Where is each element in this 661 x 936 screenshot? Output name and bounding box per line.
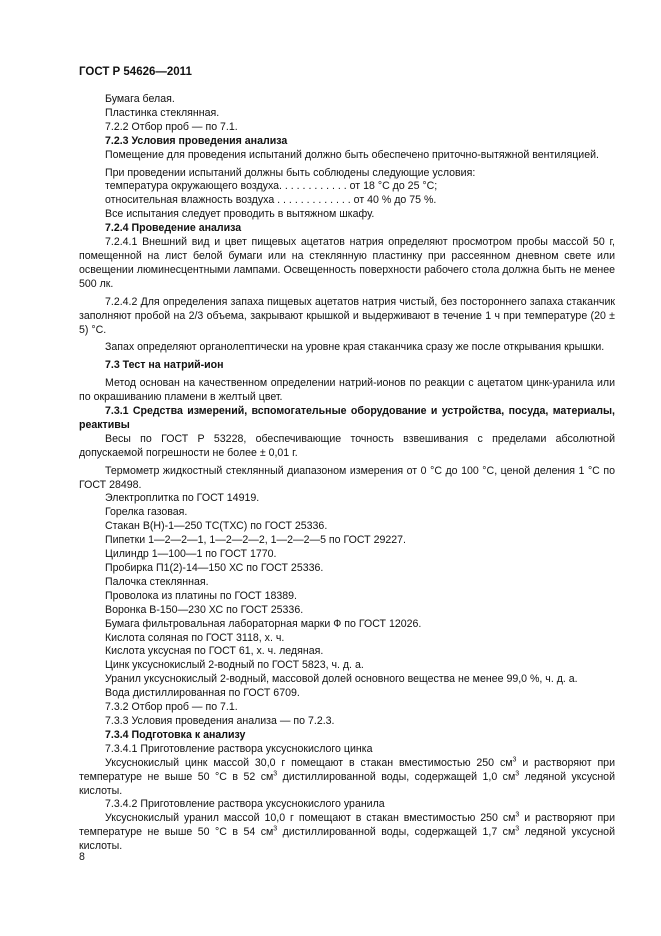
text-line: Бумага белая.	[105, 93, 175, 105]
text-run: и растворяют при температуре не выше 50 °С в 54 см	[79, 812, 615, 839]
section-heading: 7.3 Тест на натрий-ион	[105, 359, 224, 372]
paragraph: 7.2.4.2 Для определения запаха пищевых ацетатов натрия чистый, без постороннего запаха стаканчик заполняют пробой на 2/3 объема, закрывают крышкой и выдерживают в течение 1 ч при температуре (20 ± 5) °С.	[79, 295, 615, 336]
superscript: 3	[515, 770, 520, 778]
condition-line: температура окружающего воздуха. . . . . . . . . . . . от 18 °С до 25 °С;	[105, 180, 438, 193]
superscript: 3	[512, 756, 517, 764]
paragraph	[79, 757, 615, 799]
section-heading: 7.3.4 Подготовка к анализу	[105, 728, 246, 741]
list-item: Вода дистиллированная по ГОСТ 6709.	[105, 687, 300, 700]
list-item: Цинк уксуснокислый 2-водный по ГОСТ 5823, ч. д. а.	[105, 659, 364, 672]
list-item: Проволока из платины по ГОСТ 18389.	[105, 589, 298, 602]
section-heading: 7.2.3 Условия проведения анализа	[105, 134, 288, 147]
page-number: 8	[79, 851, 85, 863]
paragraph: 7.2.4.1 Внешний вид и цвет пищевых ацетатов натрия определяют просмотром пробы массой 50 г, помещенной на лист белой бумаги или на стеклянную пластинку при рассеянном дневном свете или освещении люминесцентными лампами. Освещенность поверхности рабочего стола должна быть не менее 500 лк.	[79, 236, 615, 290]
list-item: Кислота соляная по ГОСТ 3118, х. ч.	[105, 631, 285, 644]
list-item: Горелка газовая.	[105, 506, 188, 519]
list-item: Электроплитка по ГОСТ 14919.	[105, 492, 260, 505]
text-run: дистиллированной воды, содержащей 1,0 см	[277, 770, 516, 783]
list-item: Уранил уксуснокислый 2-водный, массовой долей основного вещества не менее 99,0 %, ч. д. а.	[105, 673, 578, 686]
paragraph: Запах определяют органолептически на уровне края стаканчика сразу же после открывания крышки.	[105, 341, 605, 354]
text-line: Пластинка стеклянная.	[105, 106, 220, 119]
paragraph: Весы по ГОСТ Р 53228, обеспечивающие точность взвешивания с пределами абсолютной допускаемой погрешности не более ± 0,01 г.	[79, 432, 615, 459]
superscript: 3	[515, 811, 520, 819]
section-heading: 7.2.4 Проведение анализа	[105, 222, 242, 235]
document-header: ГОСТ Р 54626—2011	[79, 66, 192, 78]
paragraph	[79, 812, 615, 854]
text-run: Уксуснокислый цинк массой 30,0 г помещают в стакан вместимостью 250 см	[105, 756, 513, 769]
text-line: 7.2.2 Отбор проб — по 7.1.	[105, 120, 238, 133]
list-item: Воронка В-150—230 ХС по ГОСТ 25336.	[105, 603, 304, 616]
section-heading: 7.3.1 Средства измерений, вспомогательные оборудование и устройства, посуда, материалы, реактивы	[79, 405, 615, 431]
superscript: 3	[515, 825, 520, 833]
list-item: Палочка стеклянная.	[105, 575, 209, 588]
list-item: Бумага фильтровальная лабораторная марки Ф по ГОСТ 12026.	[105, 617, 422, 630]
list-item: Пипетки 1—2—2—1, 1—2—2—2, 1—2—2—5 по ГОСТ 29227.	[105, 534, 406, 547]
text-run: и растворяют при температуре не выше 50 °С в 52 см	[79, 756, 615, 783]
text-run: дистиллированной воды, содержащей 1,7 см	[277, 826, 516, 839]
text-line: Все испытания следует проводить в вытяжном шкафу.	[105, 208, 375, 221]
text-line: 7.3.4.1 Приготовление раствора уксуснокислого цинка	[105, 742, 373, 755]
list-item: Кислота уксусная по ГОСТ 61, х. ч. ледяная.	[105, 645, 324, 658]
list-item: Стакан В(Н)-1—250 ТС(ТХС) по ГОСТ 25336.	[105, 520, 328, 533]
list-item: Пробирка П1(2)-14—150 ХС по ГОСТ 25336.	[105, 562, 324, 574]
text-line: 7.3.4.2 Приготовление раствора уксуснокислого уранила	[105, 798, 385, 811]
superscript: 3	[273, 770, 278, 778]
text-run: Уксуснокислый уранил массой 10,0 г помещают в стакан вместимостью 250 см	[105, 812, 516, 825]
text-line: 7.3.3 Условия проведения анализа — по 7.2.3.	[105, 714, 335, 727]
text-line: При проведении испытаний должны быть соблюдены следующие условия:	[105, 166, 476, 179]
superscript: 3	[273, 825, 278, 833]
document-body	[79, 93, 615, 854]
text-run: ледяной уксусной кислоты.	[79, 826, 615, 853]
list-item: Цилиндр 1—100—1 по ГОСТ 1770.	[105, 548, 277, 561]
text-run: ледяной уксусной кислоты.	[79, 770, 615, 797]
paragraph: Метод основан на качественном определении натрий-ионов по реакции с ацетатом цинк-уранила или по окрашиванию пламени в желтый цвет.	[79, 377, 615, 404]
text-line: 7.3.2 Отбор проб — по 7.1.	[105, 701, 238, 714]
paragraph: Термометр жидкостный стеклянный диапазоном измерения от 0 °С до 100 °С, ценой деления 1 °С по ГОСТ 28498.	[79, 464, 615, 491]
paragraph: Помещение для проведения испытаний должно быть обеспечено приточно-вытяжной вентиляцией.	[105, 148, 599, 161]
condition-line: относительная влажность воздуха . . . . . . . . . . . . . от 40 % до 75 %.	[105, 194, 437, 207]
